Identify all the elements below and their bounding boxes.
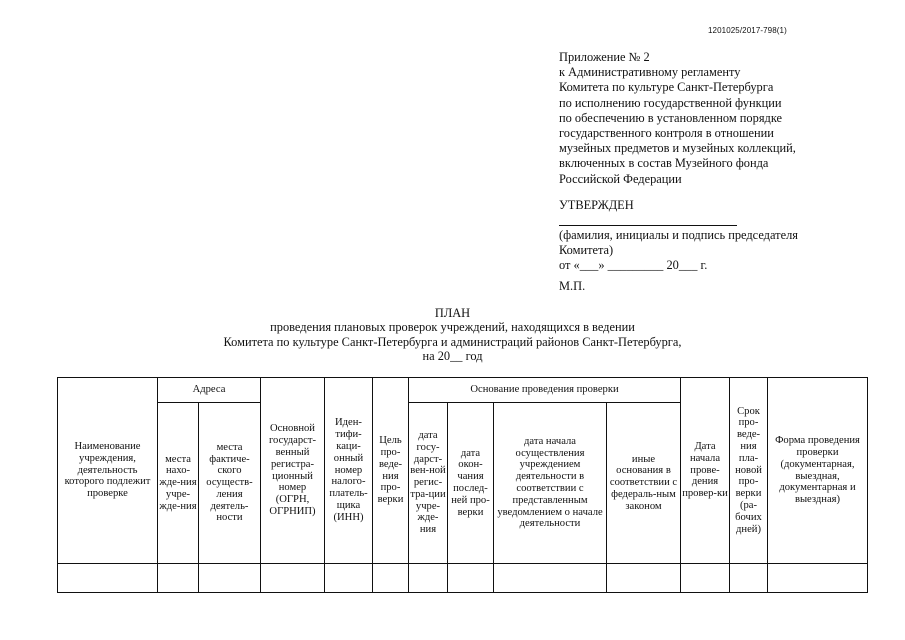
col-group-basis: Основание проведения проверки [409,378,681,403]
col-header-inn: Иден-тифи-каци-онный номер налого-платель-щика (ИНН) [325,378,373,564]
approval-title: УТВЕРЖДЕН [559,198,634,212]
table-cell[interactable] [158,564,199,593]
col-header-location: места нахо-жде-ния учре-жде-ния [158,403,199,564]
table-cell[interactable] [199,564,261,593]
appendix-line: Приложение № 2 [559,50,650,64]
table-cell[interactable] [681,564,730,593]
appendix-line: к Административному регламенту [559,65,741,80]
approval-note [559,228,879,257]
col-header-ogrn: Основной государст-венный регистра-ционный номер (ОГРН, ОГРНИП) [261,378,325,564]
stamp-place: М.П. [559,279,586,293]
table-cell[interactable] [768,564,868,593]
plan-title: ПЛАН [434,306,471,320]
table-cell[interactable] [607,564,681,593]
plan-subtitle-line: проведения плановых проверок учреждений, находящихся в ведении [270,320,635,335]
appendix-block [559,50,879,187]
plan-heading [0,306,905,364]
col-header-start-activity: дата начала осуществления учреждением деятельности в соответствии с представленным уведомлением о начале деятельности [494,403,607,564]
appendix-line: музейных предметов и музейных коллекций, [559,141,796,156]
approval-note-line: Комитета) [559,242,614,257]
signature-line [559,225,737,226]
col-header-form: Форма проведения проверки (документарная, выездная, документарная и выездная) [768,378,868,564]
table-cell[interactable] [730,564,768,593]
table-cell[interactable] [261,564,325,593]
appendix-line: Российской Федерации [559,171,682,186]
col-header-reg-date: дата госу-дарст-вен-ной регис-тра-ции учре-жде-ния [409,403,448,564]
table-cell[interactable] [58,564,158,593]
plan-table [57,377,868,593]
col-header-term: Срок про-веде-ния пла-новой про-верки (ра-бочих дней) [730,378,768,564]
appendix-line: включенных в состав Музейного фонда [559,156,769,171]
col-header-other-basis: иные основания в соответствии с федераль-ным законом [607,403,681,564]
document-id: 1201025/2017-798(1) [708,26,787,35]
col-header-name: Наименование учреждения, деятельность которого подлежит проверке [58,378,158,564]
plan-subtitle-line: Комитета по культуре Санкт-Петербурга и администраций районов Санкт-Петербурга, [223,334,682,349]
table-row [58,564,868,593]
appendix-line: государственного контроля в отношении [559,126,774,141]
table-cell[interactable] [409,564,448,593]
table-cell[interactable] [373,564,409,593]
table-cell[interactable] [494,564,607,593]
appendix-line: Комитета по культуре Санкт-Петербурга [559,80,774,95]
col-header-last-check: дата окон-чания послед-ней про-верки [448,403,494,564]
table-cell[interactable] [448,564,494,593]
col-group-address: Адреса [158,378,261,403]
col-header-purpose: Цель про-веде-ния про-верки [373,378,409,564]
table-cell[interactable] [325,564,373,593]
col-header-start-check: Дата начала прове-дения провер-ки [681,378,730,564]
plan-subtitle-line: на 20__ год [422,349,483,364]
approval-date: от «___» _________ 20___ г. [559,258,708,272]
approval-note-line: (фамилия, инициалы и подпись председателя [559,228,798,242]
appendix-line: по обеспечению в установленном порядке [559,110,783,125]
appendix-line: по исполнению государственной функции [559,95,782,110]
col-header-actual-address: места фактиче-ского осуществ-ления деятель-ности [199,403,261,564]
